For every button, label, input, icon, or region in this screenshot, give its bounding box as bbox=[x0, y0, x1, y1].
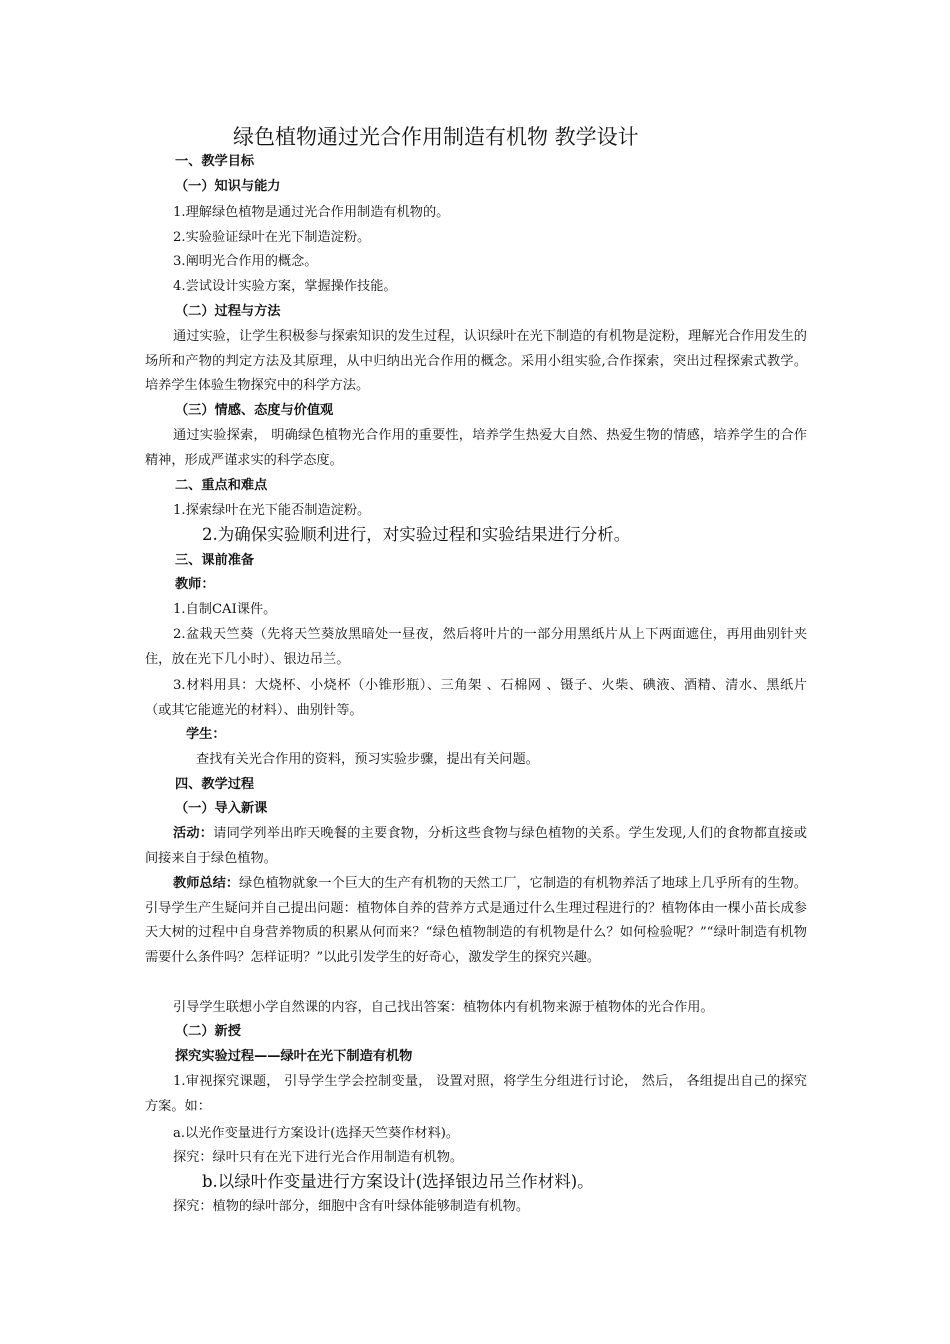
subheading-attitude: （三）情感、态度与价值观 bbox=[175, 403, 334, 418]
activity-paragraph bbox=[145, 822, 807, 871]
objective-item: 1.理解绿色植物是通过光合作用制造有机物的。 bbox=[173, 205, 450, 220]
subheading-new-lesson: （二）新授 bbox=[175, 1024, 241, 1039]
section-heading-preparation: 三、课前准备 bbox=[175, 553, 255, 568]
explore-statement: 探究：绿叶只有在光下进行光合作用制造有机物。 bbox=[173, 1150, 464, 1165]
prep-item: 3.材料用具：大烧杯、小烧杯（小锥形瓶）、三角架 、石棉网 、镊子、火柴、碘液、酒精、清水、黑纸片（或其它能遮光的材料）、曲别针等。 bbox=[145, 678, 807, 718]
process-paragraph: 通过实验，让学生积极参与探索知识的发生过程，认识绿叶在光下制造的有机物是淀粉，理解光合作用发生的场所和产物的判定方法及其原理，从中归纳出光合作用的概念。采用小组实验,合作探索，突出过程探索式教学。培养学生体验生物探究中的科学方法。 bbox=[145, 329, 807, 393]
explore-step: 1.审视探究课题， 引导学生学会控制变量， 设置对照，将学生分组进行讨论， 然后， 各组提出自己的探究方案。如： bbox=[145, 1074, 807, 1114]
student-task: 查找有关光合作用的资料，预习实验步骤，提出有关问题。 bbox=[196, 752, 539, 767]
student-label: 学生： bbox=[186, 727, 226, 742]
keypoint-item-large: 2.为确保实验顺利进行，对实验过程和实验结果进行分析。 bbox=[202, 525, 631, 544]
document-title: 绿色植物通过光合作用制造有机物 教学设计 bbox=[233, 125, 639, 149]
activity-text: 请同学列举出昨天晚餐的主要食物，分析这些食物与绿色植物的关系。学生发现,人们的食物都直接或间接来自于绿色植物。 bbox=[145, 826, 807, 866]
summary-label: 教师总结： bbox=[173, 876, 240, 891]
objective-item: 4.尝试设计实验方案，掌握操作技能。 bbox=[173, 279, 397, 294]
prep-item: 1.自制CAI课件。 bbox=[173, 602, 277, 617]
summary-paragraph bbox=[145, 872, 807, 970]
attitude-paragraph: 通过实验探索， 明确绿色植物光合作用的重要性，培养学生热爱大自然、热爱生物的情感，培养学生的合作精神，形成严谨求实的科学态度。 bbox=[145, 428, 807, 468]
explore-option-large: b.以绿叶作变量进行方案设计(选择银边吊兰作材料)。 bbox=[202, 1172, 594, 1191]
section-heading-keypoints: 二、重点和难点 bbox=[175, 478, 268, 493]
teacher-label: 教师： bbox=[175, 577, 215, 592]
explore-title: 探究实验过程——绿叶在光下制造有机物 bbox=[175, 1049, 413, 1064]
summary-text: 绿色植物就象一个巨大的生产有机物的天然工厂，它制造的有机物养活了地球上几乎所有的生物。引导学生产生疑问并自己提出问题：植物体自养的营养方式是通过什么生理过程进行的？植物体由一棵小苗长成参天大树的过程中自身营养物质的积累从何而来？“绿色植物制造的有机物是什么？如何检验呢？”“绿叶制造有机物需要什么条件吗？怎样证明？”以此引发学生的好奇心，激发学生的探究兴趣。 bbox=[145, 876, 807, 965]
prep-item: 2.盆栽天竺葵（先将天竺葵放黑暗处一昼夜，然后将叶片的一部分用黑纸片从上下两面遮住，再用曲别针夹住，放在光下几小时）、银边吊兰。 bbox=[145, 627, 807, 667]
objective-item: 3.阐明光合作用的概念。 bbox=[173, 254, 318, 269]
subheading-introduction: （一）导入新课 bbox=[175, 801, 268, 816]
objective-item: 2.实验验证绿叶在光下制造淀粉。 bbox=[173, 230, 371, 245]
explore-option: a.以光作变量进行方案设计(选择天竺葵作材料)。 bbox=[173, 1126, 460, 1141]
subheading-process: （二）过程与方法 bbox=[175, 304, 281, 319]
keypoint-item: 1.探索绿叶在光下能否制造淀粉。 bbox=[173, 503, 371, 518]
section-heading-objectives: 一、教学目标 bbox=[175, 154, 255, 169]
subheading-knowledge: （一）知识与能力 bbox=[175, 179, 281, 194]
activity-label: 活动： bbox=[173, 826, 214, 841]
explore-statement: 探究：植物的绿叶部分，细胞中含有叶绿体能够制造有机物。 bbox=[173, 1199, 530, 1214]
section-heading-teaching-process: 四、教学过程 bbox=[175, 777, 255, 792]
guide-text: 引导学生联想小学自然课的内容，自己找出答案：植物体内有机物来源于植物体的光合作用。 bbox=[173, 1000, 714, 1015]
